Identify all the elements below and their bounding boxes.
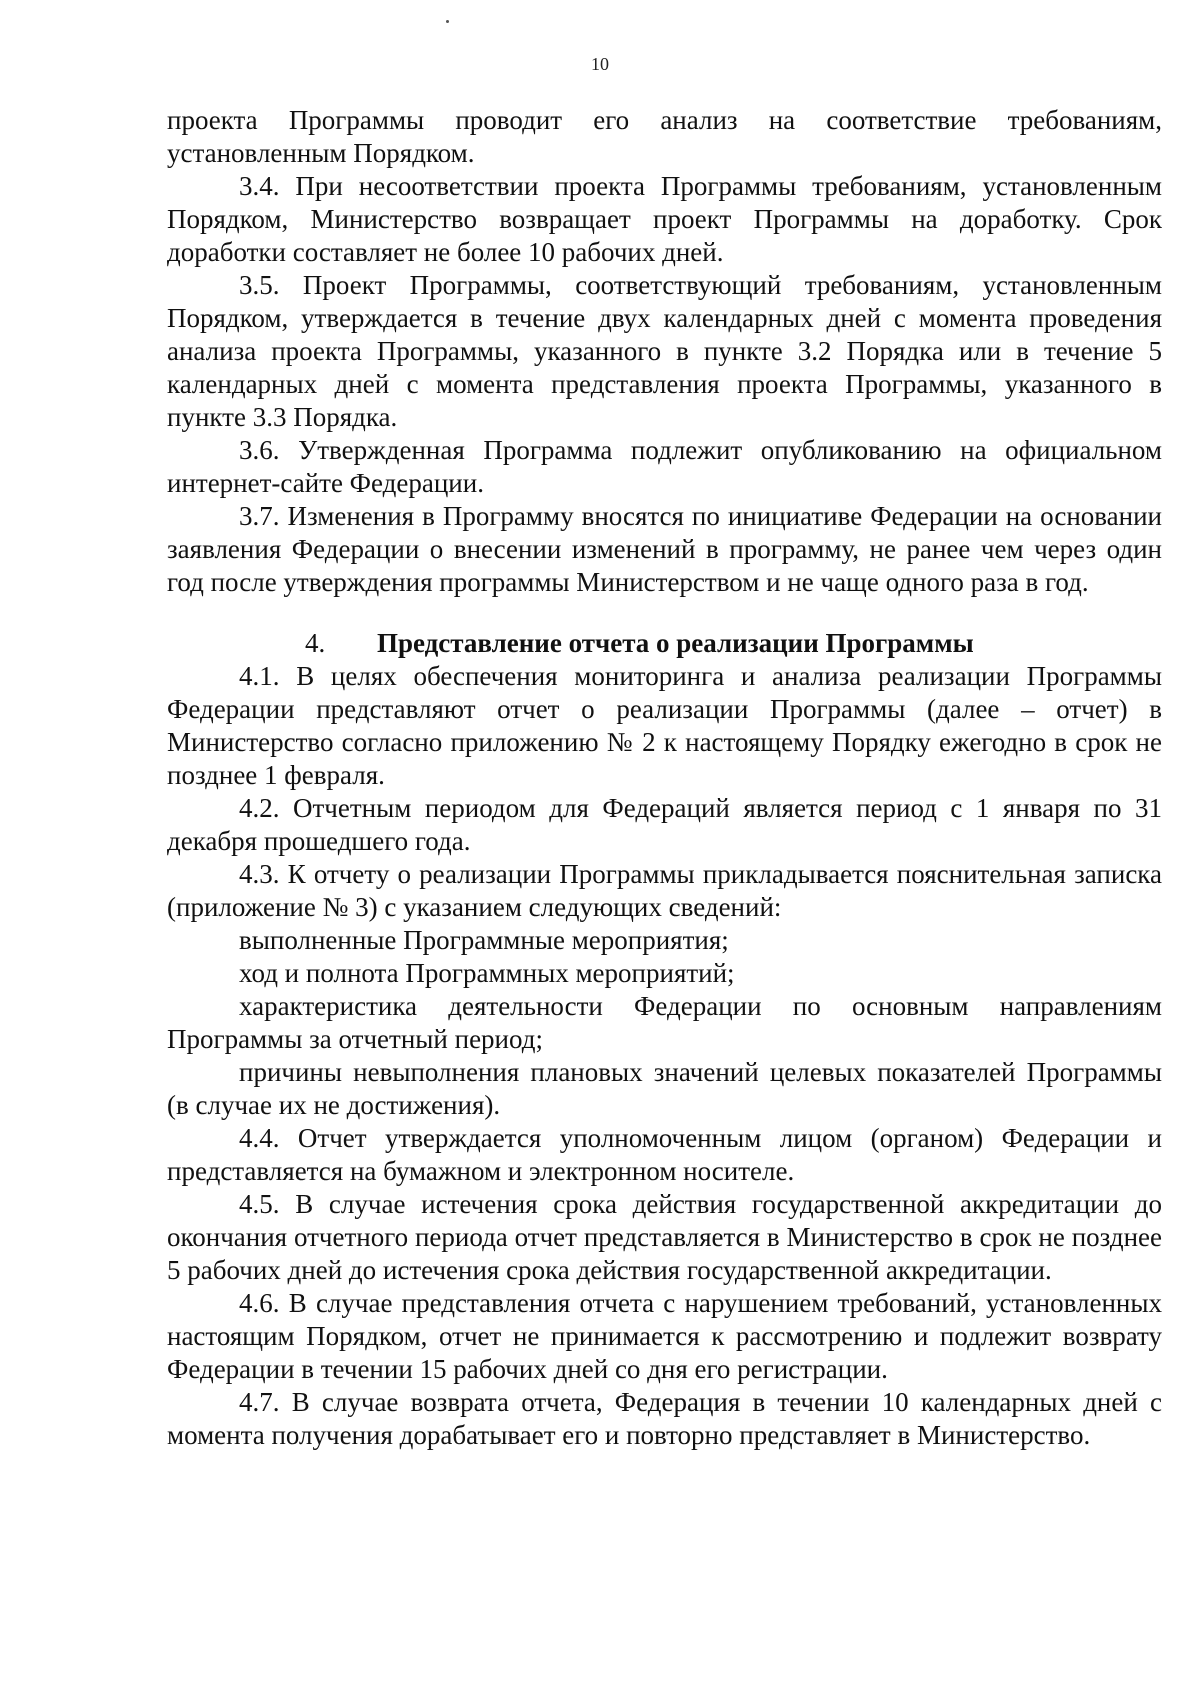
paragraph: 3.4. При несоответствии проекта Программы требованиям, установленным Порядком, Министерство возвращает проект Программы на доработку. Срок доработки составляет не более 10 рабочих дней. <box>167 171 1162 267</box>
paragraph: выполненные Программные мероприятия; <box>239 925 729 955</box>
paragraph: 4.1. В целях обеспечения мониторинга и анализа реализации Программы Федерации представляют отчет о реализации Программы (далее – отчет) в Министерство согласно приложению № 2 к настоящему Порядку ежегодно в срок не позднее 1 февраля. <box>167 661 1162 790</box>
paragraph: характеристика деятельности Федерации по основным направлениям Программы за отчетный период; <box>167 991 1162 1054</box>
paragraph: 3.7. Изменения в Программу вносятся по инициативе Федерации на основании заявления Федерации о внесении изменений в программу, не ранее чем через один год после утверждения программы Министерством и не чаще одного раза в год. <box>167 501 1162 597</box>
paragraph: 4.2. Отчетным периодом для Федераций является период с 1 января по 31 декабря прошедшего года. <box>167 793 1162 856</box>
paragraph: причины невыполнения плановых значений целевых показателей Программы (в случае их не достижения). <box>167 1057 1162 1120</box>
paragraph: 4.5. В случае истечения срока действия государственной аккредитации до окончания отчетного периода отчет представляется в Министерство в срок не позднее 5 рабочих дней до истечения срока действия государственной аккредитации. <box>167 1189 1162 1285</box>
paragraph: ход и полнота Программных мероприятий; <box>239 958 735 988</box>
document-body <box>167 104 1162 1452</box>
paragraph: 4.4. Отчет утверждается уполномоченным лицом (органом) Федерации и представляется на бумажном и электронном носителе. <box>167 1123 1162 1186</box>
scan-speck <box>446 20 449 23</box>
page-number: 10 <box>591 54 609 74</box>
paragraph: 4.7. В случае возврата отчета, Федерация в течении 10 календарных дней с момента получения дорабатывает его и повторно представляет в Министерство. <box>167 1387 1162 1450</box>
section-number: 4. <box>305 628 326 658</box>
section-heading <box>167 627 1162 660</box>
paragraph: 4.6. В случае представления отчета с нарушением требований, установленных настоящим Порядком, отчет не принимается к рассмотрению и подлежит возврату Федерации в течении 15 рабочих дней со дня его регистрации. <box>167 1288 1162 1384</box>
paragraph: 3.5. Проект Программы, соответствующий требованиям, установленным Порядком, утверждается в течение двух календарных дней с момента проведения анализа проекта Программы, указанного в пункте 3.2 Порядка или в течение 5 календарных дней с момента представления проекта Программы, указанного в пункте 3.3 Порядка. <box>167 270 1162 432</box>
paragraph: проекта Программы проводит его анализ на соответствие требованиям, установленным Порядком. <box>167 105 1162 168</box>
paragraph: 3.6. Утвержденная Программа подлежит опубликованию на официальном интернет-сайте Федерации. <box>167 435 1162 498</box>
paragraph: 4.3. К отчету о реализации Программы прикладывается пояснительная записка (приложение № 3) с указанием следующих сведений: <box>167 859 1162 922</box>
section-title: Представление отчета о реализации Программы <box>377 628 974 658</box>
